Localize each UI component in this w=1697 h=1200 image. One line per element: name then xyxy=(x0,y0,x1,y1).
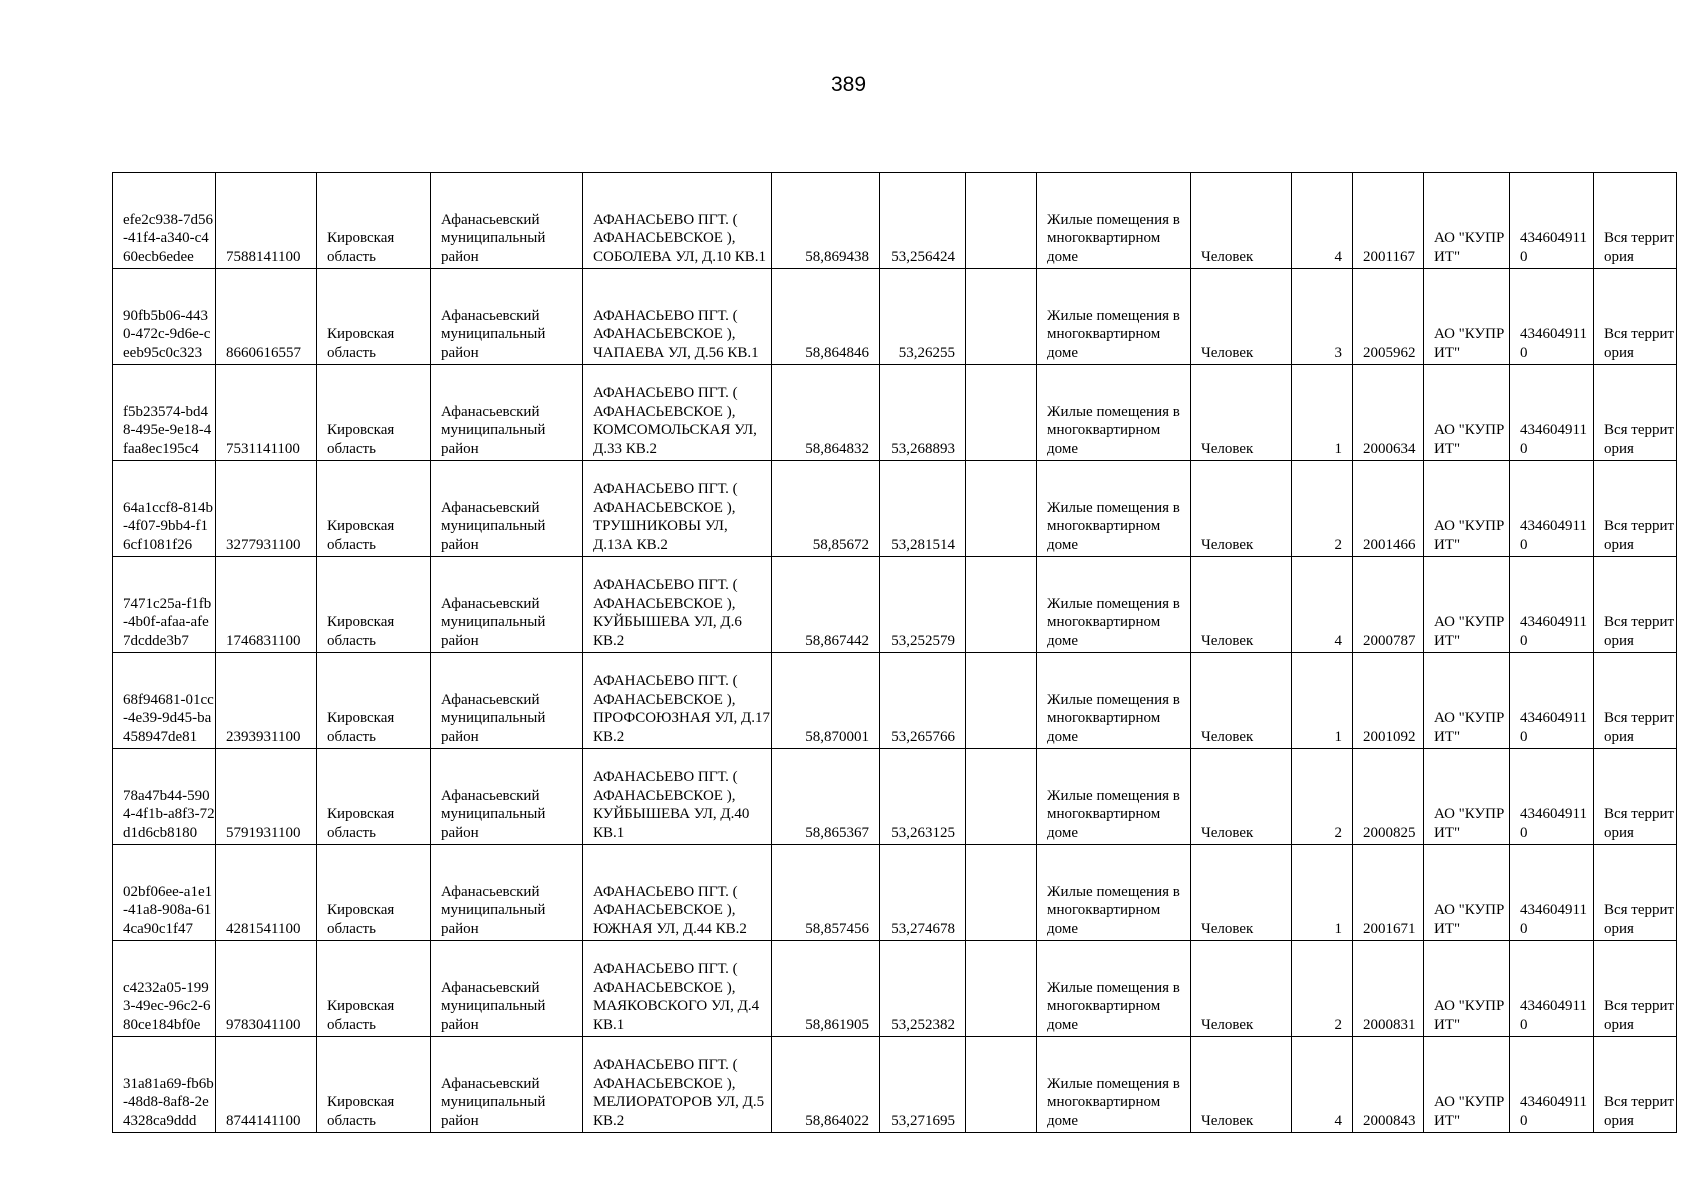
unit-cell: Человек xyxy=(1191,461,1292,557)
unit-cell: Человек xyxy=(1191,173,1292,269)
address-cell: АФАНАСЬЕВО ПГТ. ( АФАНАСЬЕВСКОЕ ), КОМСОМОЛЬСКАЯ УЛ, Д.33 КВ.2 xyxy=(583,365,772,461)
territory-cell: Вся территория xyxy=(1594,845,1677,941)
latitude-cell: 58,867442 xyxy=(772,557,880,653)
address-cell: АФАНАСЬЕВО ПГТ. ( АФАНАСЬЕВСКОЕ ), КУЙБЫШЕВА УЛ, Д.40 КВ.1 xyxy=(583,749,772,845)
latitude-cell: 58,864846 xyxy=(772,269,880,365)
object-id-cell: 31a81a69-fb6b-48d8-8af8-2e4328ca9ddd xyxy=(113,1037,216,1133)
inn-cell: 4346049110 xyxy=(1510,173,1594,269)
unit-cell: Человек xyxy=(1191,365,1292,461)
count-cell: 3 xyxy=(1292,269,1353,365)
account-number-cell: 2000843 xyxy=(1353,1037,1424,1133)
region-cell: Кировская область xyxy=(317,653,431,749)
object-code-cell: 8744141100 xyxy=(216,1037,317,1133)
object-code-cell: 5791931100 xyxy=(216,749,317,845)
organization-cell: АО "КУПРИТ" xyxy=(1424,941,1510,1037)
table-row xyxy=(113,461,1677,557)
latitude-cell: 58,870001 xyxy=(772,653,880,749)
account-number-cell: 2000825 xyxy=(1353,749,1424,845)
account-number-cell: 2001092 xyxy=(1353,653,1424,749)
account-number-cell: 2001466 xyxy=(1353,461,1424,557)
district-cell: Афанасьевский муниципальный район xyxy=(431,173,583,269)
table-row xyxy=(113,845,1677,941)
object-id-cell: c4232a05-1993-49ec-96c2-680ce184bf0e xyxy=(113,941,216,1037)
territory-cell: Вся территория xyxy=(1594,557,1677,653)
organization-cell: АО "КУПРИТ" xyxy=(1424,845,1510,941)
empty-cell xyxy=(966,1037,1037,1133)
latitude-cell: 58,85672 xyxy=(772,461,880,557)
territory-cell: Вся территория xyxy=(1594,173,1677,269)
object-id-cell: 02bf06ee-a1e1-41a8-908a-614ca90c1f47 xyxy=(113,845,216,941)
object-code-cell: 7588141100 xyxy=(216,173,317,269)
inn-cell: 4346049110 xyxy=(1510,269,1594,365)
table-row xyxy=(113,557,1677,653)
inn-cell: 4346049110 xyxy=(1510,461,1594,557)
district-cell: Афанасьевский муниципальный район xyxy=(431,557,583,653)
empty-cell xyxy=(966,653,1037,749)
account-number-cell: 2000787 xyxy=(1353,557,1424,653)
table-row xyxy=(113,173,1677,269)
region-cell: Кировская область xyxy=(317,173,431,269)
object-code-cell: 9783041100 xyxy=(216,941,317,1037)
account-number-cell: 2000831 xyxy=(1353,941,1424,1037)
organization-cell: АО "КУПРИТ" xyxy=(1424,653,1510,749)
table-row xyxy=(113,749,1677,845)
premises-type-cell: Жилые помещения в многоквартирном доме xyxy=(1037,653,1191,749)
region-cell: Кировская область xyxy=(317,845,431,941)
organization-cell: АО "КУПРИТ" xyxy=(1424,749,1510,845)
object-id-cell: 64a1ccf8-814b-4f07-9bb4-f16cf1081f26 xyxy=(113,461,216,557)
empty-cell xyxy=(966,749,1037,845)
unit-cell: Человек xyxy=(1191,845,1292,941)
address-cell: АФАНАСЬЕВО ПГТ. ( АФАНАСЬЕВСКОЕ ), ТРУШНИКОВЫ УЛ, Д.13А КВ.2 xyxy=(583,461,772,557)
table-row xyxy=(113,941,1677,1037)
organization-cell: АО "КУПРИТ" xyxy=(1424,557,1510,653)
organization-cell: АО "КУПРИТ" xyxy=(1424,269,1510,365)
count-cell: 4 xyxy=(1292,1037,1353,1133)
inn-cell: 4346049110 xyxy=(1510,941,1594,1037)
region-cell: Кировская область xyxy=(317,557,431,653)
organization-cell: АО "КУПРИТ" xyxy=(1424,1037,1510,1133)
page-number: 389 xyxy=(830,73,867,96)
territory-cell: Вся территория xyxy=(1594,749,1677,845)
district-cell: Афанасьевский муниципальный район xyxy=(431,845,583,941)
region-cell: Кировская область xyxy=(317,461,431,557)
address-cell: АФАНАСЬЕВО ПГТ. ( АФАНАСЬЕВСКОЕ ), КУЙБЫШЕВА УЛ, Д.6 КВ.2 xyxy=(583,557,772,653)
district-cell: Афанасьевский муниципальный район xyxy=(431,1037,583,1133)
district-cell: Афанасьевский муниципальный район xyxy=(431,365,583,461)
account-number-cell: 2001671 xyxy=(1353,845,1424,941)
count-cell: 1 xyxy=(1292,365,1353,461)
longitude-cell: 53,252579 xyxy=(880,557,966,653)
empty-cell xyxy=(966,845,1037,941)
registry-table xyxy=(112,172,1677,1133)
empty-cell xyxy=(966,365,1037,461)
longitude-cell: 53,274678 xyxy=(880,845,966,941)
unit-cell: Человек xyxy=(1191,653,1292,749)
district-cell: Афанасьевский муниципальный район xyxy=(431,461,583,557)
address-cell: АФАНАСЬЕВО ПГТ. ( АФАНАСЬЕВСКОЕ ), ПРОФСОЮЗНАЯ УЛ, Д.17 КВ.2 xyxy=(583,653,772,749)
organization-cell: АО "КУПРИТ" xyxy=(1424,461,1510,557)
longitude-cell: 53,271695 xyxy=(880,1037,966,1133)
count-cell: 1 xyxy=(1292,653,1353,749)
object-id-cell: 78a47b44-5904-4f1b-a8f3-72d1d6cb8180 xyxy=(113,749,216,845)
count-cell: 4 xyxy=(1292,173,1353,269)
empty-cell xyxy=(966,557,1037,653)
object-id-cell: 7471c25a-f1fb-4b0f-afaa-afe7dcdde3b7 xyxy=(113,557,216,653)
object-id-cell: f5b23574-bd48-495e-9e18-4faa8ec195c4 xyxy=(113,365,216,461)
latitude-cell: 58,857456 xyxy=(772,845,880,941)
territory-cell: Вся территория xyxy=(1594,365,1677,461)
object-code-cell: 3277931100 xyxy=(216,461,317,557)
table-row xyxy=(113,1037,1677,1133)
table-row xyxy=(113,653,1677,749)
object-id-cell: efe2c938-7d56-41f4-a340-c460ecb6edee xyxy=(113,173,216,269)
longitude-cell: 53,265766 xyxy=(880,653,966,749)
premises-type-cell: Жилые помещения в многоквартирном доме xyxy=(1037,1037,1191,1133)
latitude-cell: 58,864832 xyxy=(772,365,880,461)
unit-cell: Человек xyxy=(1191,269,1292,365)
count-cell: 2 xyxy=(1292,941,1353,1037)
address-cell: АФАНАСЬЕВО ПГТ. ( АФАНАСЬЕВСКОЕ ), МЕЛИОРАТОРОВ УЛ, Д.5 КВ.2 xyxy=(583,1037,772,1133)
inn-cell: 4346049110 xyxy=(1510,845,1594,941)
address-cell: АФАНАСЬЕВО ПГТ. ( АФАНАСЬЕВСКОЕ ), МАЯКОВСКОГО УЛ, Д.4 КВ.1 xyxy=(583,941,772,1037)
unit-cell: Человек xyxy=(1191,941,1292,1037)
region-cell: Кировская область xyxy=(317,269,431,365)
inn-cell: 4346049110 xyxy=(1510,557,1594,653)
district-cell: Афанасьевский муниципальный район xyxy=(431,749,583,845)
longitude-cell: 53,281514 xyxy=(880,461,966,557)
address-cell: АФАНАСЬЕВО ПГТ. ( АФАНАСЬЕВСКОЕ ), СОБОЛЕВА УЛ, Д.10 КВ.1 xyxy=(583,173,772,269)
table-row xyxy=(113,269,1677,365)
latitude-cell: 58,869438 xyxy=(772,173,880,269)
account-number-cell: 2005962 xyxy=(1353,269,1424,365)
longitude-cell: 53,263125 xyxy=(880,749,966,845)
region-cell: Кировская область xyxy=(317,941,431,1037)
empty-cell xyxy=(966,941,1037,1037)
premises-type-cell: Жилые помещения в многоквартирном доме xyxy=(1037,269,1191,365)
object-code-cell: 4281541100 xyxy=(216,845,317,941)
account-number-cell: 2000634 xyxy=(1353,365,1424,461)
district-cell: Афанасьевский муниципальный район xyxy=(431,269,583,365)
table-row xyxy=(113,365,1677,461)
count-cell: 4 xyxy=(1292,557,1353,653)
region-cell: Кировская область xyxy=(317,1037,431,1133)
longitude-cell: 53,252382 xyxy=(880,941,966,1037)
object-code-cell: 7531141100 xyxy=(216,365,317,461)
empty-cell xyxy=(966,461,1037,557)
latitude-cell: 58,864022 xyxy=(772,1037,880,1133)
object-code-cell: 1746831100 xyxy=(216,557,317,653)
count-cell: 2 xyxy=(1292,749,1353,845)
count-cell: 1 xyxy=(1292,845,1353,941)
premises-type-cell: Жилые помещения в многоквартирном доме xyxy=(1037,749,1191,845)
registry-body xyxy=(113,173,1677,1133)
district-cell: Афанасьевский муниципальный район xyxy=(431,653,583,749)
premises-type-cell: Жилые помещения в многоквартирном доме xyxy=(1037,173,1191,269)
object-id-cell: 90fb5b06-4430-472c-9d6e-ceeb95c0c323 xyxy=(113,269,216,365)
premises-type-cell: Жилые помещения в многоквартирном доме xyxy=(1037,941,1191,1037)
premises-type-cell: Жилые помещения в многоквартирном доме xyxy=(1037,845,1191,941)
inn-cell: 4346049110 xyxy=(1510,653,1594,749)
unit-cell: Человек xyxy=(1191,1037,1292,1133)
territory-cell: Вся территория xyxy=(1594,269,1677,365)
district-cell: Афанасьевский муниципальный район xyxy=(431,941,583,1037)
unit-cell: Человек xyxy=(1191,557,1292,653)
longitude-cell: 53,26255 xyxy=(880,269,966,365)
object-code-cell: 2393931100 xyxy=(216,653,317,749)
latitude-cell: 58,861905 xyxy=(772,941,880,1037)
inn-cell: 4346049110 xyxy=(1510,749,1594,845)
premises-type-cell: Жилые помещения в многоквартирном доме xyxy=(1037,461,1191,557)
longitude-cell: 53,256424 xyxy=(880,173,966,269)
territory-cell: Вся территория xyxy=(1594,1037,1677,1133)
territory-cell: Вся территория xyxy=(1594,653,1677,749)
longitude-cell: 53,268893 xyxy=(880,365,966,461)
inn-cell: 4346049110 xyxy=(1510,365,1594,461)
object-code-cell: 8660616557 xyxy=(216,269,317,365)
empty-cell xyxy=(966,269,1037,365)
count-cell: 2 xyxy=(1292,461,1353,557)
region-cell: Кировская область xyxy=(317,749,431,845)
premises-type-cell: Жилые помещения в многоквартирном доме xyxy=(1037,365,1191,461)
region-cell: Кировская область xyxy=(317,365,431,461)
account-number-cell: 2001167 xyxy=(1353,173,1424,269)
premises-type-cell: Жилые помещения в многоквартирном доме xyxy=(1037,557,1191,653)
address-cell: АФАНАСЬЕВО ПГТ. ( АФАНАСЬЕВСКОЕ ), ЧАПАЕВА УЛ, Д.56 КВ.1 xyxy=(583,269,772,365)
inn-cell: 4346049110 xyxy=(1510,1037,1594,1133)
latitude-cell: 58,865367 xyxy=(772,749,880,845)
organization-cell: АО "КУПРИТ" xyxy=(1424,365,1510,461)
object-id-cell: 68f94681-01cc-4e39-9d45-ba458947de81 xyxy=(113,653,216,749)
address-cell: АФАНАСЬЕВО ПГТ. ( АФАНАСЬЕВСКОЕ ), ЮЖНАЯ УЛ, Д.44 КВ.2 xyxy=(583,845,772,941)
empty-cell xyxy=(966,173,1037,269)
territory-cell: Вся территория xyxy=(1594,461,1677,557)
organization-cell: АО "КУПРИТ" xyxy=(1424,173,1510,269)
unit-cell: Человек xyxy=(1191,749,1292,845)
territory-cell: Вся территория xyxy=(1594,941,1677,1037)
